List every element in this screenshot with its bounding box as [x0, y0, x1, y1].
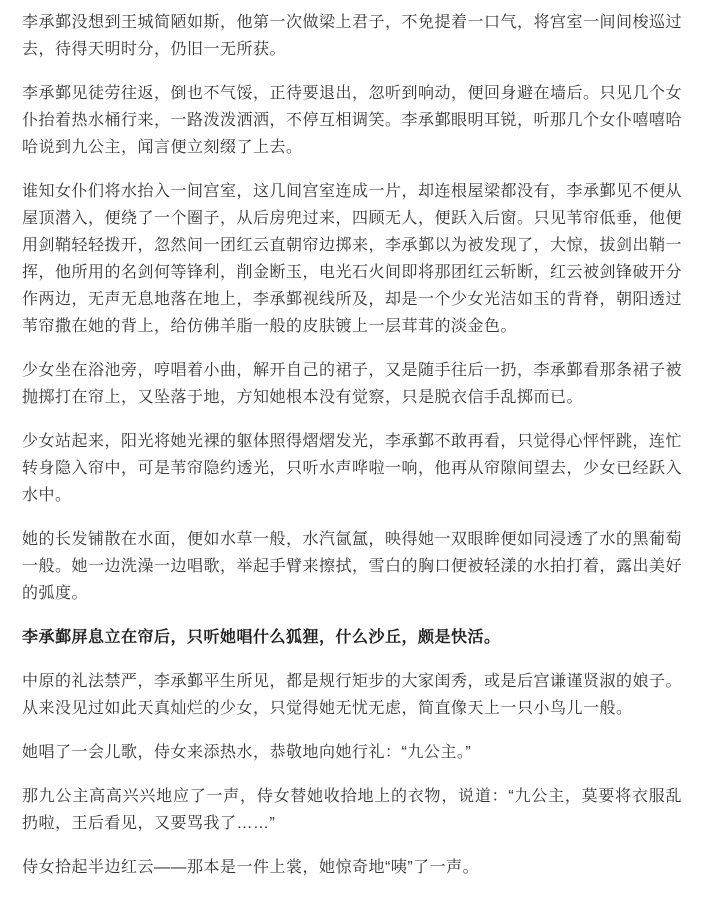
paragraph: 她的长发铺散在水面，便如水草一般，水汽氤氲，映得她一双眼眸便如同浸透了水的黑葡萄一般。她一边洗澡一边唱歌，举起手臂来擦拭，雪白的胸口便被轻漾的水拍打着，露出美好的弧度。: [22, 531, 683, 602]
paragraph: 少女站起来，阳光将她光裸的躯体照得熠熠发光，李承鄞不敢再看，只觉得心怦怦跳，连忙转身隐入帘中，可是苇帘隐约透光，只听水声哗啦一响，他再从帘隙间望去，少女已经跃入水中。: [22, 433, 683, 504]
paragraph: 她唱了一会儿歌，侍女来添热水，恭敬地向她行礼：“九公主。”: [22, 744, 472, 761]
paragraph: 侍女拾起半边红云——那本是一件上裳，她惊奇地“咦”了一声。: [22, 859, 480, 876]
paragraph: 李承鄞见徒劳往返，倒也不气馁，正待要退出，忽听到响动，便回身避在墙后。只见几个女仆抬着热水桶行来，一路泼泼洒洒，不停互相调笑。李承鄞眼明耳锐，听那几个女仆嘻嘻哈哈说到九公主，闻言便立刻缀了上去。: [22, 85, 683, 156]
paragraph: 谁知女仆们将水抬入一间宫室，这几间宫室连成一片，却连根屋梁都没有，李承鄞见不便从屋顶潜入，便绕了一个圈子，从后房兜过来，四顾无人，便跃入后窗。只见苇帘低垂，他便用剑鞘轻轻拨开，忽然间一团红云直朝帘边掷来，李承鄞以为被发现了，大惊，拔剑出鞘一挥，他所用的名剑何等锋利，削金断玉，电光石火间即将那团红云斩断，红云被剑锋破开分作两边，无声无息地落在地上，李承鄞视线所及，却是一个少女光洁如玉的背脊，朝阳透过苇帘撒在她的背上，给仿佛羊脂一般的皮肤镀上一层茸茸的淡金色。: [22, 183, 683, 335]
paragraph-emphasized: 李承鄞屏息立在帘后，只听她唱什么狐狸，什么沙丘，颇是快活。: [22, 629, 501, 646]
paragraph: 少女坐在浴池旁，哼唱着小曲，解开自己的裙子，又是随手往后一扔，李承鄞看那条裙子被抛掷打在帘上，又坠落于地，方知她根本没有觉察，只是脱衣信手乱掷而已。: [22, 362, 683, 406]
paragraph: 李承鄞没想到王城简陋如斯，他第一次做梁上君子，不免提着一口气，将宫室一间间梭巡过去，待得天明时分，仍旧一无所获。: [22, 14, 683, 58]
paragraph: 那九公主高高兴兴地应了一声，侍女替她收拾地上的衣物，说道：“九公主，莫要将衣服乱扔啦，王后看见，又要骂我了……”: [22, 788, 682, 832]
paragraph: 中原的礼法禁严，李承鄞平生所见，都是规行矩步的大家闺秀，或是后宫谦谨贤淑的娘子。从来没见过如此天真灿烂的少女，只觉得她无忧无虑，简直像天上一只小鸟儿一般。: [22, 673, 683, 717]
